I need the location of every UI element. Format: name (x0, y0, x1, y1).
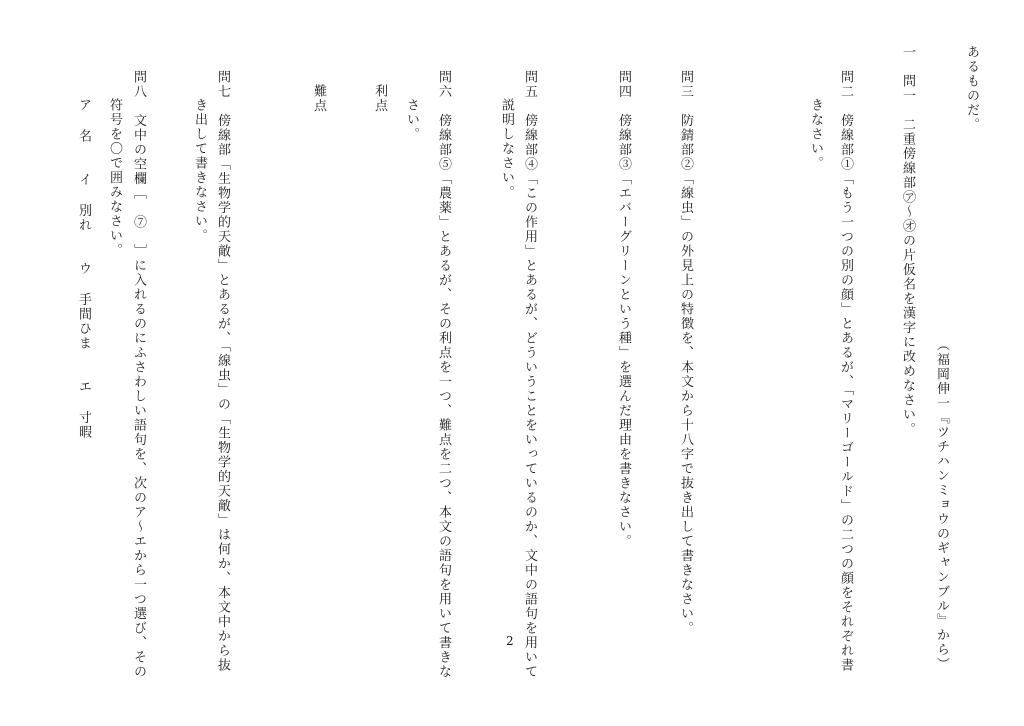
text-line-continuation: あるものだ。 (964, 45, 979, 132)
question-3: 問三 防錆部②「線虫」の外見上の特徴を、本文から十八字で抜き出して書きなさい。 (678, 70, 693, 636)
answer-label-advantage: 利点 (372, 84, 387, 113)
choice-options: ア 名 イ 別れ ウ 手間ひま エ 寸暇 (76, 98, 91, 440)
question-5: 問五 傍線部④「この作用」とあるが、どういうことをいっているのか、文中の語句を用いて (522, 70, 537, 679)
question-8: 問八 文中の空欄［ ⑦ ］に入れるのにふさわしい語句を、次のア〜エから一つ選び、その (131, 70, 146, 679)
question-1: 一 問一 二重傍線部㋐〜㋔の片仮名を漢字に改めなさい。 (900, 45, 915, 437)
question-2-continuation: きなさい。 (808, 98, 823, 171)
source-citation: （福岡伸一『ツチハンミョウのギャンブル』から） (934, 338, 949, 672)
page-number: 2 (506, 634, 514, 648)
question-5-continuation: 説明しなさい。 (499, 98, 514, 200)
question-4: 問四 傍線部③「エバーグリーンという種」を選んだ理由を書きなさい。 (616, 70, 631, 549)
question-2: 問二 傍線部①「もう一つの別の顔」とあるが、「マリーゴールド」の二つの顔をそれぞれ書 (838, 70, 853, 673)
question-6-continuation: さい。 (404, 98, 419, 142)
question-8-continuation: 符号を〇で囲みなさい。 (107, 98, 122, 258)
question-7-continuation: き出して書きなさい。 (192, 98, 207, 243)
question-7: 問七 傍線部「生物学的天敵」とあるが、「線虫」の「生物学的天敵」は何か、本文中から抜 (215, 70, 230, 673)
question-6: 問六 傍線部⑤「農薬」とあるが、その利点を一つ、難点を二つ、本文の語句を用いて書きな (436, 70, 451, 679)
answer-label-disadvantage: 難点 (311, 84, 326, 113)
